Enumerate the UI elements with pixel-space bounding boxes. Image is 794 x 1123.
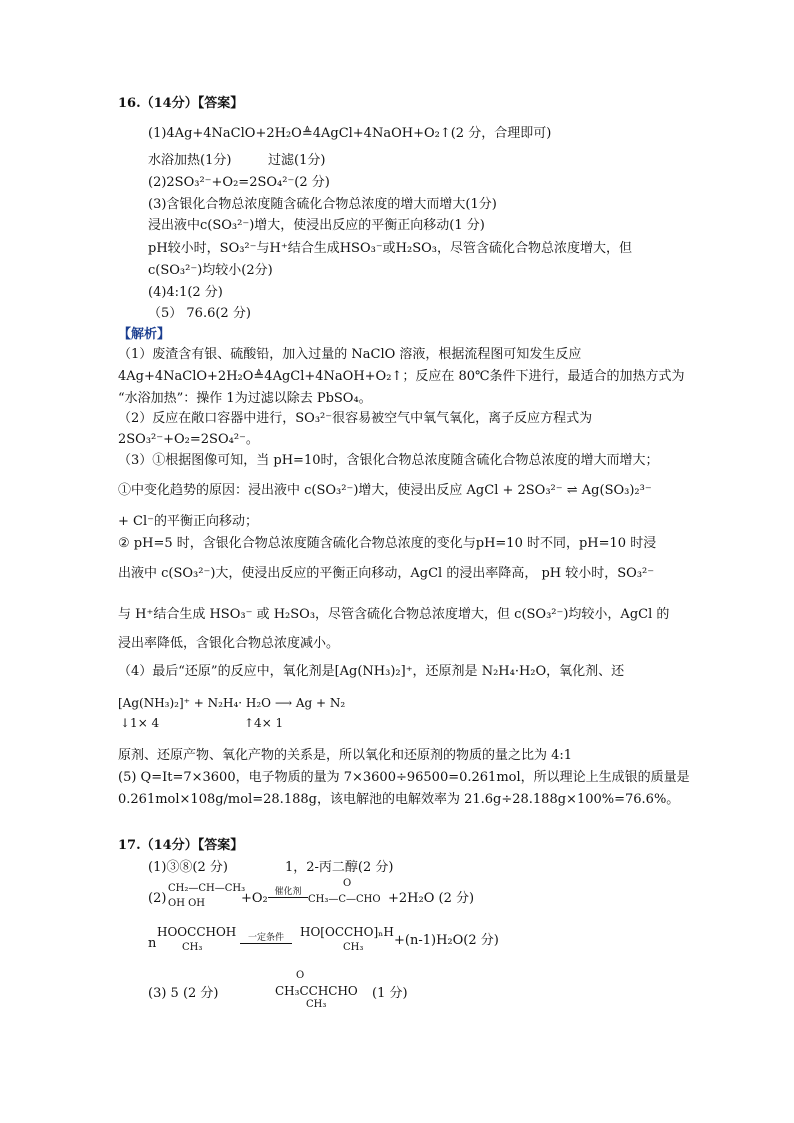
q17-answer-4b: (1 分) — [372, 986, 408, 1001]
electron-transfer-equation: [Ag(NH₃)₂]⁺ + N₂H₄· H₂O ⟶ Ag + N₂ — [118, 696, 346, 710]
electron-transfer-n2h4: ↑4× 1 — [244, 716, 284, 730]
condition-arrow-label: 一定条件 — [240, 930, 292, 944]
q16-answer-8: (4)4:1(2 分) — [148, 285, 223, 300]
pyruvaldehyde-formula: CH₃—C—CHO — [308, 894, 381, 905]
q16-analysis-14: 原剂、还原产物、氧化产物的关系是，所以氧化和还原剂的物质的量之比为 4:1 — [118, 748, 573, 763]
q16-answer-9: （5） 76.6(2 分) — [148, 306, 251, 321]
q16-analysis-5: 2SO₃²⁻+O₂=2SO₄²⁻。 — [118, 432, 259, 447]
q16-answer-7: c(SO₃²⁻)均较小(2分) — [148, 263, 273, 278]
q16-analysis-2: 4Ag+4NaClO+2H₂O≜4AgCl+4NaOH+O₂↑；反应在 80℃条件下进行，最适合的加热方式为 — [118, 369, 685, 384]
q17-answer-1b: 1，2-丙二醇(2 分) — [285, 860, 394, 875]
isomer-formula: CH₃CCHCHO — [275, 984, 358, 998]
q16-analysis-4: （2）反应在敞口容器中进行，SO₃²⁻很容易被空气中氧气氧化，离子反应方程式为 — [118, 411, 593, 426]
electron-transfer-ag: ↓1× 4 — [120, 716, 160, 730]
q16-analysis-10: 出液中 c(SO₃²⁻)大，使浸出反应的平衡正向移动，AgCl 的浸出率降高， pH 较小时，SO₃²⁻ — [118, 566, 655, 581]
q16-analysis-label: 【解析】 — [118, 327, 171, 342]
q17-answer-3-n: n — [148, 936, 157, 951]
q16-analysis-15: (5) Q=It=7×3600，电子物质的量为 7×3600÷96500=0.261mol，所以理论上生成银的质量是 — [118, 770, 690, 785]
q16-analysis-1: （1）废渣含有银、硫酸铅，加入过量的 NaClO 溶液，根据流程图可知发生反应 — [118, 347, 582, 362]
q16-analysis-9: ② pH=5 时，含银化合物总浓度随含硫化合物总浓度的变化与pH=10 时不同，pH=10 时浸 — [118, 536, 657, 551]
q16-analysis-7: ①中变化趋势的原因：浸出液中 c(SO₃²⁻)增大，使浸出反应 AgCl + 2SO₃²⁻ ⇌ Ag(SO₃)₂³⁻ — [118, 483, 652, 498]
q16-answer-4: (3)含银化合物总浓度随含硫化合物总浓度的增大而增大(1分) — [148, 197, 497, 212]
polylactic-formula: HO[OCCHO]ₙH — [300, 925, 394, 939]
q16-answer-2b: 过滤(1分) — [268, 153, 326, 168]
q17-answer-2-label: (2) — [148, 891, 167, 906]
propanediol-oh-groups: OH OH — [168, 898, 206, 909]
isomer-methyl: CH₃ — [306, 999, 327, 1010]
q16-answer-5: 浸出液中c(SO₃²⁻)增大，使浸出反应的平衡正向移动(1 分) — [148, 218, 485, 233]
q16-analysis-12: 浸出率降低，含银化合物总浓度减小。 — [118, 636, 340, 651]
lactic-acid-methyl: CH₃ — [182, 942, 203, 953]
q16-answer-1: (1)4Ag+4NaClO+2H₂O≜4AgCl+4NaOH+O₂↑(2 分，合理即可) — [148, 126, 552, 141]
propanediol-formula: CH₂—CH—CH₃ — [168, 883, 246, 894]
q16-analysis-3: “水浴加热”：操作 1为过滤以除去 PbSO₄。 — [118, 391, 372, 406]
polylactic-methyl: CH₃ — [343, 942, 364, 953]
oxygen-reactant: +O₂ — [241, 891, 268, 906]
q16-answer-6: pH较小时，SO₃²⁻与H⁺结合生成HSO₃⁻或H₂SO₃，尽管含硫化合物总浓度增大，但 — [148, 241, 633, 256]
q16-analysis-16: 0.261mol×108g/mol=28.188g，该电解池的电解效率为 21.6g÷28.188g×100%=76.6%。 — [118, 792, 680, 807]
isomer-oxygen: O — [296, 970, 305, 981]
q16-analysis-8: + Cl⁻的平衡正向移动； — [118, 514, 258, 529]
q17-answer-4a: (3) 5 (2 分) — [148, 986, 219, 1001]
q17-answer-2-suffix: +2H₂O (2 分) — [388, 891, 475, 906]
q17-answer-1a: (1)③⑧(2 分) — [148, 860, 228, 875]
q17-header: 17.（14分）【答案】 — [118, 838, 244, 853]
q16-analysis-13: （4）最后“还原”的反应中，氧化剂是[Ag(NH₃)₂]⁺，还原剂是 N₂H₄·H₂O，氧化剂、还 — [118, 664, 625, 679]
q16-analysis-11: 与 H⁺结合生成 HSO₃⁻ 或 H₂SO₃，尽管含硫化合物总浓度增大，但 c(SO₃²⁻)均较小，AgCl 的 — [118, 607, 670, 622]
q16-answer-3: (2)2SO₃²⁻+O₂=2SO₄²⁻(2 分) — [148, 175, 330, 190]
q17-answer-3-suffix: +(n-1)H₂O(2 分) — [394, 933, 499, 948]
q16-header: 16.（14分）【答案】 — [118, 96, 244, 111]
catalyst-arrow-label: 催化剂 — [268, 884, 308, 898]
q16-analysis-6: （3）①根据图像可知，当 pH=10时，含银化合物总浓度随含硫化合物总浓度的增大而增大； — [118, 453, 659, 468]
q16-answer-2a: 水浴加热(1分) — [148, 153, 232, 168]
lactic-acid-formula: HOOCCHOH — [157, 925, 237, 939]
pyruvaldehyde-oxygen: O — [343, 878, 352, 889]
